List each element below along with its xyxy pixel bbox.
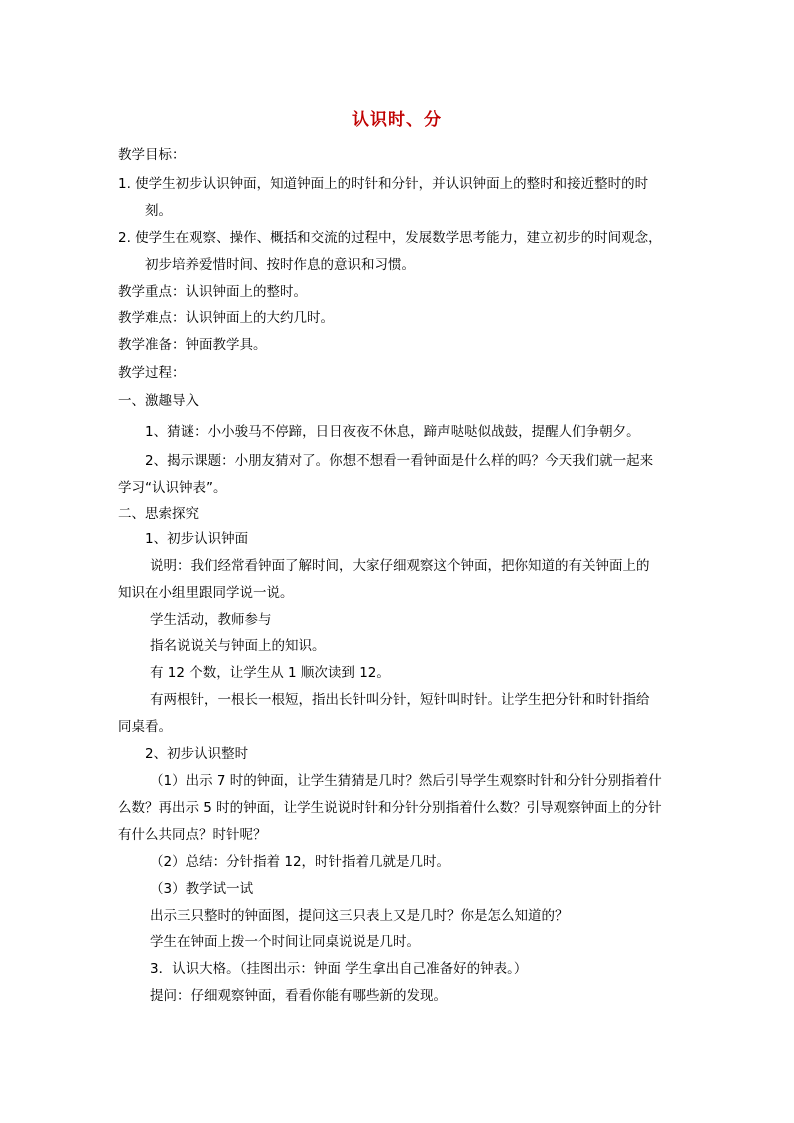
text-line: 教学重点：认识钟面上的整时。 <box>118 284 307 300</box>
text-line: 知识在小组里跟同学说一说。 <box>118 585 294 601</box>
text-line: 有 12 个数，让学生从 1 顺次读到 12。 <box>150 665 390 681</box>
text-line: 一、激趣导入 <box>118 393 199 409</box>
text-line: 提问：仔细观察钟面，看看你能有哪些新的发现。 <box>150 988 447 1004</box>
text-line: 学习“认识钟表”。 <box>118 480 227 496</box>
text-line: 1、猜谜：小小骏马不停蹄，日日夜夜不休息，蹄声哒哒似战鼓，提醒人们争朝夕。 <box>145 424 640 440</box>
text-line: 3．认识大格。（挂图出示：钟面 学生拿出自己准备好的钟表。） <box>150 961 528 977</box>
text-line: 刻。 <box>145 203 172 219</box>
text-line: 学生活动，教师参与 <box>150 612 272 628</box>
text-line: （3）教学试一试 <box>150 881 254 897</box>
text-line: 学生在钟面上拨一个时间让同桌说说是几时。 <box>150 934 420 950</box>
text-line: 1. 使学生初步认识钟面，知道钟面上的时针和分针，并认识钟面上的整时和接近整时的时 <box>118 176 649 192</box>
text-line: 么数？再出示 5 时的钟面，让学生说说时针和分针分别指着什么数？引导观察钟面上的分针 <box>118 800 662 816</box>
text-line: 2、揭示课题：小朋友猜对了。你想不想看一看钟面是什么样的吗？今天我们就一起来 <box>145 453 654 469</box>
text-line: 同桌看。 <box>118 719 172 735</box>
document-title: 认识时、分 <box>352 110 442 130</box>
text-line: 初步培养爱惜时间、按时作息的意识和习惯。 <box>145 257 415 273</box>
text-line: 教学过程： <box>118 365 186 381</box>
text-line: 说明：我们经常看钟面了解时间，大家仔细观察这个钟面，把你知道的有关钟面上的 <box>150 558 650 574</box>
text-line: 1、初步认识钟面 <box>145 531 249 547</box>
text-line: 2. 使学生在观察、操作、概括和交流的过程中，发展数学思考能力，建立初步的时间观念， <box>118 230 662 246</box>
text-line: （1）出示 7 时的钟面，让学生猜猜是几时？然后引导学生观察时针和分针分别指着什 <box>150 773 662 789</box>
text-line: 出示三只整时的钟面图，提问这三只表上又是几时？你是怎么知道的？ <box>150 908 569 924</box>
text-line: 教学难点：认识钟面上的大约几时。 <box>118 310 334 326</box>
text-line: 有两根针，一根长一根短，指出长针叫分针，短针叫时针。让学生把分针和时针指给 <box>150 692 650 708</box>
text-line: 2、初步认识整时 <box>145 746 249 762</box>
text-line: 教学目标： <box>118 147 186 163</box>
text-line: 指名说说关与钟面上的知识。 <box>150 638 326 654</box>
text-line: （2）总结：分针指着 12，时针指着几就是几时。 <box>150 854 451 870</box>
text-line: 二、思索探究 <box>118 506 199 522</box>
text-line: 有什么共同点？时针呢？ <box>118 827 267 843</box>
text-line: 教学准备：钟面教学具。 <box>118 337 267 353</box>
